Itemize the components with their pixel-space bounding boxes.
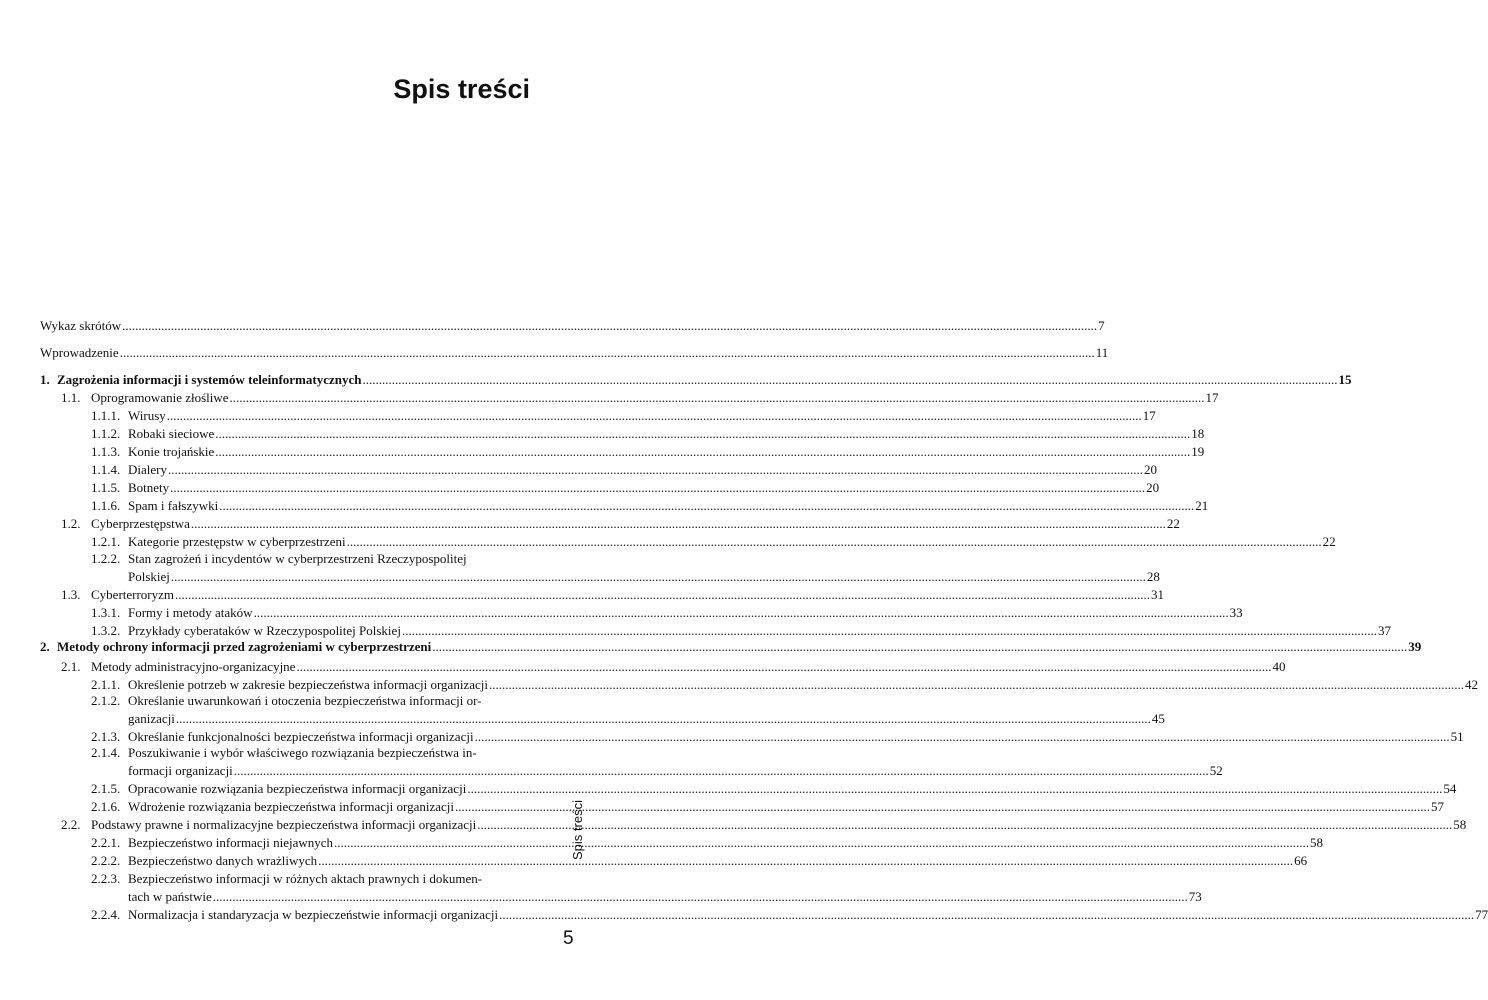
toc-page-number: 15 bbox=[1338, 372, 1352, 387]
toc-entry-number: 2.1. bbox=[61, 659, 81, 674]
toc-entry-title: Normalizacja i standaryzacja w bezpieczeństwie informacji organizacji bbox=[128, 907, 499, 922]
toc-entry-title: Bezpieczeństwo informacji w różnych aktach prawnych i dokumen- bbox=[128, 871, 483, 886]
toc-entry-number: 1.3. bbox=[61, 587, 81, 602]
toc-entry-title: Spam i fałszywki bbox=[128, 498, 219, 513]
toc-page-number: 22 bbox=[1166, 516, 1180, 531]
toc-page-number: 22 bbox=[1322, 534, 1336, 549]
toc-entry-title: Polskiej bbox=[128, 569, 170, 584]
toc-leader-dots: ............................................................................................................................................................................................................................................................................................................ bbox=[229, 390, 1205, 405]
toc-leader-dots: ............................................................................................................................................................................................................................................................................................................ bbox=[119, 345, 1095, 360]
toc-entry-number: 2.2.3. bbox=[91, 871, 121, 886]
toc-entry-number: 1. bbox=[40, 372, 50, 387]
toc-entry-number: 2.2.4. bbox=[91, 907, 121, 922]
toc-leader-dots: ............................................................................................................................................................................................................................................................................................................ bbox=[122, 318, 1098, 333]
running-header-vertical: Spis treści bbox=[570, 800, 585, 860]
toc-entry-title: Stan zagrożeń i incydentów w cyberprzestrzeni Rzeczypospolitej bbox=[128, 551, 467, 566]
toc-entry-title: Metody administracyjno-organizacyjne bbox=[91, 659, 296, 674]
toc-page-number: 57 bbox=[1431, 799, 1445, 814]
toc-entry-number: 2. bbox=[40, 639, 50, 654]
toc-leader-dots: ............................................................................................................................................................................................................................................................................................................ bbox=[401, 623, 1377, 638]
toc-page-number: 73 bbox=[1188, 889, 1202, 904]
toc-leader-dots: ............................................................................................................................................................................................................................................................................................................ bbox=[215, 426, 1191, 441]
toc-page-number: 17 bbox=[1142, 408, 1156, 423]
toc-page-number: 18 bbox=[1191, 426, 1205, 441]
toc-page-number: 52 bbox=[1209, 763, 1223, 778]
toc-leader-dots: ............................................................................................................................................................................................................................................................................................................ bbox=[219, 498, 1195, 513]
toc-leader-dots: ............................................................................................................................................................................................................................................................................................................ bbox=[432, 639, 1408, 654]
toc-page-number: 77 bbox=[1475, 907, 1488, 922]
toc-entry-title: Wykaz skrótów bbox=[40, 318, 122, 333]
toc-leader-dots: ............................................................................................................................................................................................................................................................................................................ bbox=[296, 659, 1272, 674]
toc-entry-number: 2.1.4. bbox=[91, 745, 121, 760]
toc-entry-title: Poszukiwanie i wybór właściwego rozwiązania bezpieczeństwa in- bbox=[128, 745, 477, 760]
toc-entry-number: 1.3.2. bbox=[91, 623, 121, 638]
toc-entry-number: 1.1.2. bbox=[91, 426, 121, 441]
toc-leader-dots: ............................................................................................................................................................................................................................................................................................................ bbox=[175, 711, 1151, 726]
toc-entry-title: Dialery bbox=[128, 462, 167, 477]
toc-entry-number: 2.2. bbox=[61, 817, 81, 832]
toc-leader-dots: ............................................................................................................................................................................................................................................................................................................ bbox=[362, 372, 1338, 387]
toc-entry-number: 1.2.2. bbox=[91, 551, 121, 566]
toc-leader-dots: ............................................................................................................................................................................................................................................................................................................ bbox=[190, 516, 1166, 531]
toc-leader-dots: ............................................................................................................................................................................................................................................................................................................ bbox=[477, 817, 1453, 832]
page-title: Spis treści bbox=[393, 74, 530, 104]
toc-page-number: 58 bbox=[1310, 835, 1324, 850]
toc-entry-number: 1.1.6. bbox=[91, 498, 121, 513]
toc-entry-title: Podstawy prawne i normalizacyjne bezpieczeństwa informacji organizacji bbox=[91, 817, 477, 832]
toc-entry-number: 1.1.3. bbox=[91, 444, 121, 459]
toc-entry-number: 1.1. bbox=[61, 390, 81, 405]
toc-page-number: 17 bbox=[1205, 390, 1219, 405]
toc-entry-title: Bezpieczeństwo informacji niejawnych bbox=[128, 835, 334, 850]
toc-entry-number: 2.1.3. bbox=[91, 729, 121, 744]
toc-leader-dots: ............................................................................................................................................................................................................................................................................................................ bbox=[215, 444, 1191, 459]
toc-entry-title: Metody ochrony informacji przed zagrożeniami w cyberprzestrzeni bbox=[57, 639, 432, 654]
toc-page-number: 66 bbox=[1294, 853, 1308, 868]
toc-entry-number: 2.1.2. bbox=[91, 693, 121, 708]
toc-entry-title: Formy i metody ataków bbox=[128, 605, 253, 620]
toc-entry-title: Wprowadzenie bbox=[40, 345, 119, 360]
toc-entry-number: 1.3.1. bbox=[91, 605, 121, 620]
toc-leader-dots: ............................................................................................................................................................................................................................................................................................................ bbox=[212, 889, 1188, 904]
toc-entry-title: Cyberprzestępstwa bbox=[91, 516, 190, 531]
toc-leader-dots: ............................................................................................................................................................................................................................................................................................................ bbox=[170, 480, 1146, 495]
toc-entry-number: 2.1.6. bbox=[91, 799, 121, 814]
toc-page-number: 21 bbox=[1195, 498, 1209, 513]
toc-entry-title: Opracowanie rozwiązania bezpieczeństwa informacji organizacji bbox=[128, 781, 467, 796]
toc-entry-title: Oprogramowanie złośliwe bbox=[91, 390, 229, 405]
toc-page-number: 54 bbox=[1443, 781, 1457, 796]
toc-leader-dots: ............................................................................................................................................................................................................................................................................................................ bbox=[455, 799, 1431, 814]
toc-entry-title: Określanie funkcjonalności bezpieczeństwa informacji organizacji bbox=[128, 729, 474, 744]
toc-page-number: 28 bbox=[1146, 569, 1160, 584]
toc-entry-title: Wdrożenie rozwiązania bezpieczeństwa informacji organizacji bbox=[128, 799, 455, 814]
toc-leader-dots: ............................................................................................................................................................................................................................................................................................................ bbox=[175, 587, 1151, 602]
toc-page-number: 51 bbox=[1450, 729, 1464, 744]
toc-entry-number: 2.2.2. bbox=[91, 853, 121, 868]
toc-page-number: 42 bbox=[1464, 677, 1478, 692]
toc-entry-number: 1.1.5. bbox=[91, 480, 121, 495]
toc-entry-number: 2.1.5. bbox=[91, 781, 121, 796]
toc-leader-dots: ............................................................................................................................................................................................................................................................................................................ bbox=[166, 408, 1142, 423]
toc-page-number: 20 bbox=[1143, 462, 1157, 477]
toc-leader-dots: ............................................................................................................................................................................................................................................................................................................ bbox=[253, 605, 1229, 620]
toc-leader-dots: ............................................................................................................................................................................................................................................................................................................ bbox=[474, 729, 1450, 744]
toc-page-number: 40 bbox=[1272, 659, 1286, 674]
toc-entry-number: 1.1.4. bbox=[91, 462, 121, 477]
toc-entry-title: Wirusy bbox=[128, 408, 166, 423]
toc-page-number: 19 bbox=[1191, 444, 1205, 459]
toc-page-number: 37 bbox=[1377, 623, 1391, 638]
toc-entry-number: 2.1.1. bbox=[91, 677, 121, 692]
toc-leader-dots: ............................................................................................................................................................................................................................................................................................................ bbox=[346, 534, 1322, 549]
toc-entry-number: 2.2.1. bbox=[91, 835, 121, 850]
toc-page-number: 31 bbox=[1151, 587, 1165, 602]
toc-page-number: 20 bbox=[1146, 480, 1160, 495]
toc-entry-number: 1.2. bbox=[61, 516, 81, 531]
toc-page-number: 39 bbox=[1408, 639, 1422, 654]
toc-leader-dots: ............................................................................................................................................................................................................................................................................................................ bbox=[318, 853, 1294, 868]
toc-entry-title: Botnety bbox=[128, 480, 170, 495]
toc-entry-title: Bezpieczeństwo danych wrażliwych bbox=[128, 853, 318, 868]
toc-leader-dots: ............................................................................................................................................................................................................................................................................................................ bbox=[233, 763, 1209, 778]
toc-entry-title: Określanie uwarunkowań i otoczenia bezpieczeństwa informacji or- bbox=[128, 693, 482, 708]
toc-page-number: 45 bbox=[1151, 711, 1165, 726]
toc-leader-dots: ............................................................................................................................................................................................................................................................................................................ bbox=[170, 569, 1146, 584]
toc-entry-title: Cyberterroryzm bbox=[91, 587, 175, 602]
toc-page-number: 11 bbox=[1095, 345, 1109, 360]
toc-leader-dots: ............................................................................................................................................................................................................................................................................................................ bbox=[334, 835, 1310, 850]
toc-leader-dots: ............................................................................................................................................................................................................................................................................................................ bbox=[499, 907, 1475, 922]
toc-page-number: 7 bbox=[1098, 318, 1105, 333]
toc-entry-title: Przykłady cyberataków w Rzeczypospolitej Polskiej bbox=[128, 623, 401, 638]
toc-page-number: 58 bbox=[1453, 817, 1467, 832]
toc-page-number: 33 bbox=[1229, 605, 1243, 620]
toc-entry-title: Określenie potrzeb w zakresie bezpieczeństwa informacji organizacji bbox=[128, 677, 488, 692]
toc-entry-title: Zagrożenia informacji i systemów teleinformatycznych bbox=[57, 372, 362, 387]
toc-entry-title: Robaki sieciowe bbox=[128, 426, 215, 441]
toc-entry-title: Kategorie przestępstw w cyberprzestrzeni bbox=[128, 534, 346, 549]
toc-leader-dots: ............................................................................................................................................................................................................................................................................................................ bbox=[167, 462, 1143, 477]
toc-entry-title: formacji organizacji bbox=[128, 763, 233, 778]
toc-leader-dots: ............................................................................................................................................................................................................................................................................................................ bbox=[467, 781, 1443, 796]
toc-leader-dots: ............................................................................................................................................................................................................................................................................................................ bbox=[488, 677, 1464, 692]
toc-entry-number: 1.2.1. bbox=[91, 534, 121, 549]
toc-entry-title: ganizacji bbox=[128, 711, 175, 726]
page-number: 5 bbox=[563, 928, 574, 949]
toc-entry-number: 1.1.1. bbox=[91, 408, 121, 423]
toc-entry-title: Konie trojańskie bbox=[128, 444, 215, 459]
toc-entry-title: tach w państwie bbox=[128, 889, 212, 904]
